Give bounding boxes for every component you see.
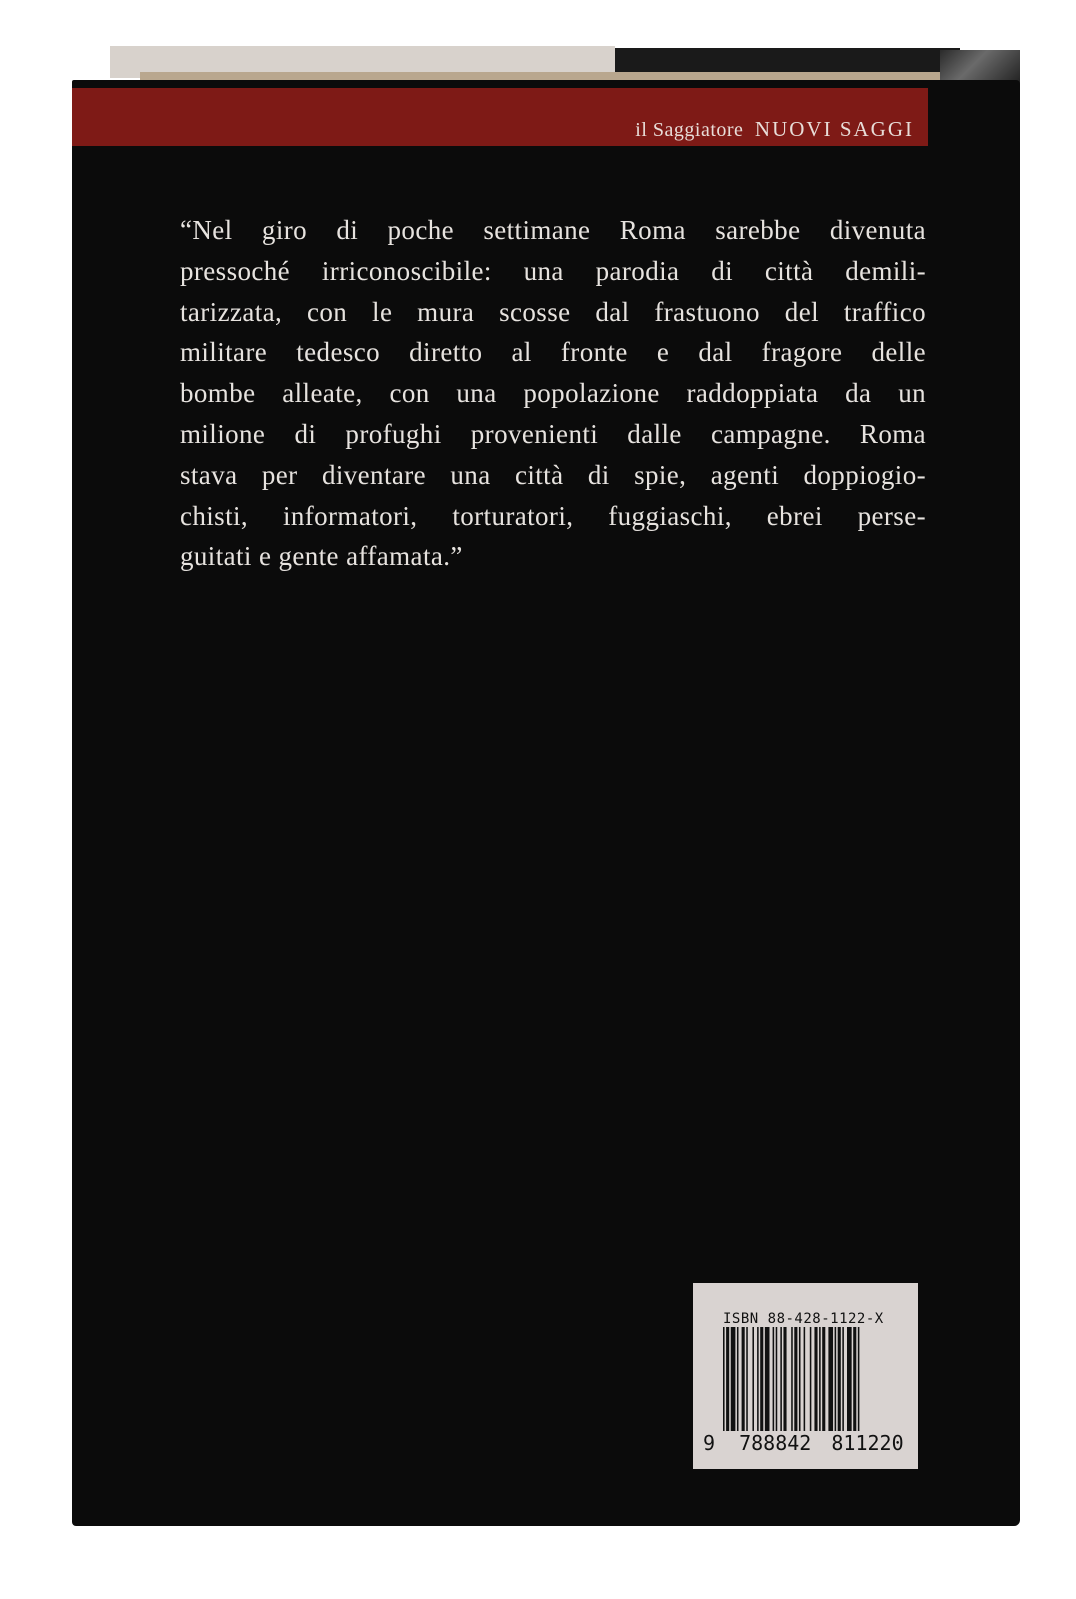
- barcode-bar: [853, 1327, 856, 1445]
- barcode-bar: [752, 1327, 754, 1445]
- barcode-bar: [804, 1327, 806, 1445]
- barcode-bars: [723, 1327, 908, 1445]
- quote-line: “Nel giro di poche settimane Roma sarebbe divenuta: [180, 215, 926, 245]
- barcode-bar: [828, 1327, 833, 1445]
- quote-line: militare tedesco diretto al fronte e dal fragore delle: [180, 337, 926, 368]
- back-cover: [72, 80, 1020, 1526]
- barcode-bar: [842, 1327, 844, 1445]
- isbn-barcode-label: [693, 1283, 918, 1469]
- barcode-bar: [810, 1327, 812, 1445]
- barcode-bar: [858, 1327, 860, 1445]
- barcode-bar: [822, 1327, 825, 1445]
- ean-right-group: 811220: [831, 1431, 904, 1455]
- publisher-band: [72, 88, 928, 146]
- barcode-bar: [847, 1327, 852, 1445]
- barcode-bar: [723, 1327, 725, 1445]
- publisher-name: il Saggiatore: [635, 119, 744, 141]
- barcode-bar: [799, 1327, 801, 1445]
- quote-line: guitati e gente affamata.”: [180, 541, 463, 572]
- barcode-bar: [838, 1327, 841, 1445]
- barcode-bar: [765, 1327, 770, 1445]
- quote-line: tarizzata, con le mura scosse dal frastuono del traffico: [180, 296, 926, 327]
- barcode-bar: [783, 1327, 786, 1445]
- barcode-bar: [731, 1327, 736, 1445]
- barcode-bar: [791, 1327, 793, 1445]
- quote-line: pressoché irriconoscibile: una parodia di città demili-: [180, 255, 926, 286]
- barcode-bar: [819, 1327, 821, 1445]
- barcode-bar: [794, 1327, 797, 1445]
- barcode-bar: [835, 1327, 837, 1445]
- barcode-bar: [737, 1327, 739, 1445]
- barcode-bar: [814, 1327, 817, 1445]
- quote-line: bombe alleate, con una popolazione raddoppiata da un: [180, 378, 926, 409]
- ean-left-group: 788842: [739, 1431, 812, 1455]
- series-name: NUOVI SAGGI: [754, 117, 914, 141]
- ean-digits: [703, 1431, 904, 1455]
- isbn-text: ISBN 88-428-1122-X: [723, 1311, 884, 1327]
- barcode-bar: [760, 1327, 763, 1445]
- quote-line: chisti, informatori, torturatori, fuggiaschi, ebrei perse-: [180, 500, 926, 531]
- barcode-bar: [726, 1327, 729, 1445]
- barcode-bar: [776, 1327, 778, 1445]
- barcode-bar: [773, 1327, 775, 1445]
- ean-first-digit: 9: [703, 1431, 716, 1455]
- barcode-bar: [746, 1327, 748, 1445]
- blurb-quote: [180, 210, 926, 577]
- quote-line: milione di profughi provenienti dalle campagne. Roma: [180, 418, 926, 449]
- publisher-label: [635, 117, 914, 142]
- quote-line: stava per diventare una città di spie, agenti doppiogio-: [180, 459, 926, 490]
- barcode-bar: [742, 1327, 745, 1445]
- barcode-bar: [780, 1327, 782, 1445]
- barcode-bar: [757, 1327, 759, 1445]
